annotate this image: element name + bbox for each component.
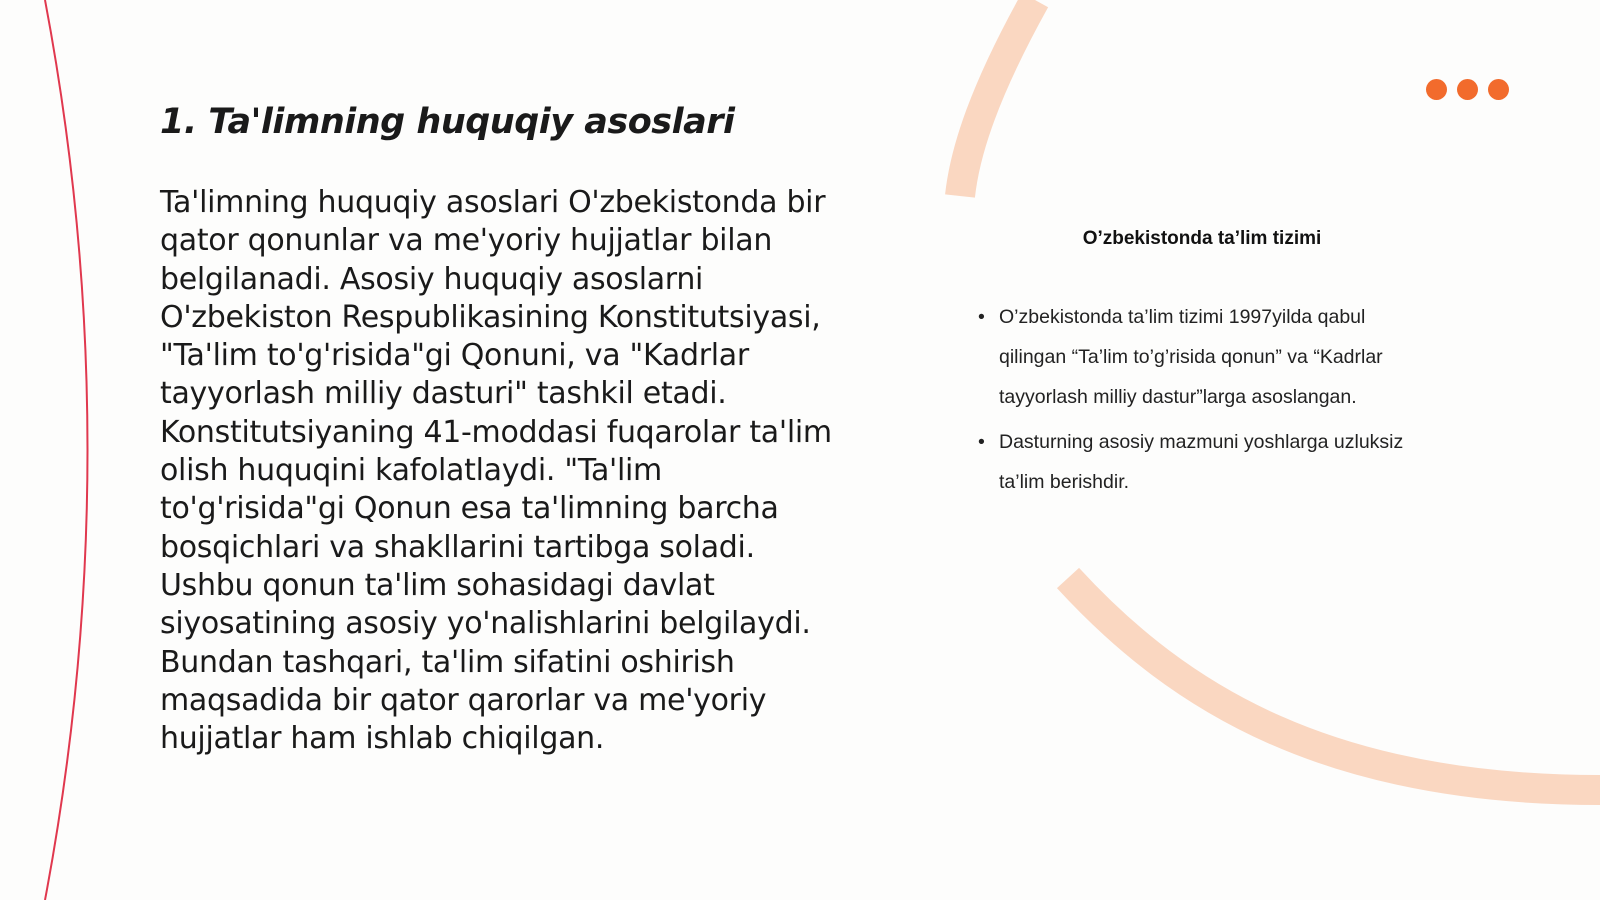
left-curve-line [45, 0, 88, 900]
bullet-list [978, 297, 1428, 507]
arc-bottom-decoration [1068, 578, 1600, 790]
bullet-text-1: O’zbekistonda ta’lim tizimi 1997yilda qabul qilingan “Ta’lim to’g’risida qonun” va “Kadrlar tayyorlash milliy dastur”larga asoslangan. [999, 306, 1383, 408]
dot-3 [1488, 79, 1509, 100]
three-dots-icon [1426, 79, 1509, 100]
slide-title: 1. Ta'limning huquqiy asoslari [160, 102, 735, 142]
bullet-item-2 [978, 422, 1428, 502]
arc-top-decoration [960, 0, 1035, 196]
body-paragraph: Ta'limning huquqiy asoslari O'zbekistonda bir qator qonunlar va me'yoriy hujjatlar bilan belgilanadi. Asosiy huquqiy asoslarni O'zbekiston Respublikasining Konstitutsiyasi, "Ta'lim to'g'risida"gi Qonuni, va "Kadrlar tayyorlash milliy dasturi" tashkil etadi. Konstitutsiyaning 41-moddasi fuqarolar ta'lim olish huquqini kafolatlaydi. "Ta'lim to'g'risida"gi Qonun esa ta'limning barcha bosqichlari va shakllarini tartibga soladi. Ushbu qonun ta'lim sohasidagi davlat siyosatining asosiy yo'nalishlarini belgilaydi. Bundan tashqari, ta'lim sifatini oshirish maqsadida bir qator qarorlar va me'yoriy hujjatlar ham ishlab chiqilgan. [160, 185, 832, 757]
panel-title: O’zbekistonda ta’lim tizimi [1082, 228, 1322, 249]
bullet-item-1 [978, 297, 1428, 417]
bullet-icon: • [978, 306, 985, 328]
dot-1 [1426, 79, 1447, 100]
bullet-text-2: Dasturning asosiy mazmuni yoshlarga uzluksiz ta’lim berishdir. [999, 431, 1404, 493]
dot-2 [1457, 79, 1478, 100]
bullet-icon: • [978, 431, 985, 453]
